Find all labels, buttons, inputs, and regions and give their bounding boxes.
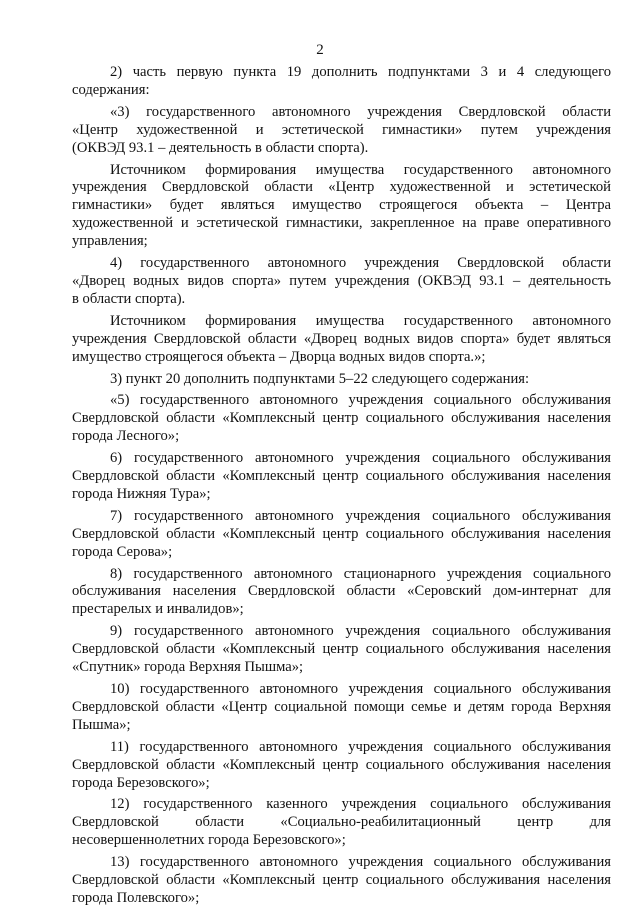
paragraph xyxy=(72,450,611,504)
paragraph xyxy=(72,64,611,100)
text-line: содержания: xyxy=(72,81,150,98)
text-line: художественной и эстетической гимнастики, закрепленное на праве оперативного xyxy=(72,215,611,232)
text-line: 4) государственного автономного учреждения Свердловской области xyxy=(110,255,611,272)
text-line: Свердловской области «Социально-реабилитационный центр для xyxy=(72,814,611,831)
text-line: 12) государственного казенного учреждения социального обслуживания xyxy=(110,796,611,813)
text-line: управления; xyxy=(72,233,148,250)
text-line: «Дворец водных видов спорта» путем учреждения (ОКВЭД 93.1 – деятельность xyxy=(72,272,611,289)
text-line: Свердловской области «Комплексный центр социального обслуживания населения xyxy=(72,872,611,889)
text-line: 13) государственного автономного учреждения социального обслуживания xyxy=(110,854,611,871)
text-line: «Центр художественной и эстетической гимнастики» путем учреждения xyxy=(72,121,611,138)
text-line: в области спорта). xyxy=(72,290,186,307)
text-line: обслуживания населения Свердловской области «Серовский дом-интернат для xyxy=(72,583,611,600)
text-line: 9) государственного автономного учреждения социального обслуживания xyxy=(110,623,611,640)
paragraph xyxy=(72,392,611,446)
text-line: 10) государственного автономного учреждения социального обслуживания xyxy=(110,681,611,697)
text-line: «5) государственного автономного учреждения социального обслуживания xyxy=(110,392,611,409)
text-line: Свердловской области «Комплексный центр социального обслуживания населения xyxy=(72,525,611,542)
text-line: 2) часть первую пункта 19 дополнить подпунктами 3 и 4 следующего xyxy=(110,64,611,80)
text-line: Источником формирования имущества государственного автономного xyxy=(110,312,611,329)
text-line: «Спутник» города Верхняя Пышма»; xyxy=(72,659,304,676)
text-line: Свердловской области «Комплексный центр социального обслуживания населения xyxy=(72,641,611,658)
text-line: Свердловской области «Комплексный центр социального обслуживания населения xyxy=(72,410,611,427)
paragraph xyxy=(72,162,611,252)
text-line: (ОКВЭД 93.1 – деятельность в области спорта). xyxy=(72,139,369,156)
text-line: учреждения Свердловской области «Центр художественной и эстетической xyxy=(72,179,611,196)
text-line: гимнастики» будет являться имущество строящегося объекта – Центра xyxy=(72,197,611,214)
paragraph xyxy=(72,854,611,908)
document-body xyxy=(72,64,611,908)
text-line: 7) государственного автономного учреждения социального обслуживания xyxy=(110,507,611,524)
text-line: несовершеннолетних города Березовского»; xyxy=(72,832,346,849)
paragraph xyxy=(72,371,611,389)
text-line: города Серова»; xyxy=(72,543,173,560)
text-line: престарелых и инвалидов»; xyxy=(72,601,244,618)
paragraph xyxy=(72,681,611,735)
text-line: города Березовского»; xyxy=(72,774,210,791)
text-line: «3) государственного автономного учреждения Свердловской области xyxy=(110,103,611,120)
text-line: 3) пункт 20 дополнить подпунктами 5–22 следующего содержания: xyxy=(110,370,530,387)
text-line: учреждения Свердловской области «Дворец водных видов спорта» будет являться xyxy=(72,330,611,347)
text-line: 6) государственного автономного учреждения социального обслуживания xyxy=(110,450,611,467)
paragraph xyxy=(72,508,611,562)
text-line: Свердловской области «Центр социальной помощи семье и детям города Верхняя xyxy=(72,698,611,715)
text-line: 8) государственного автономного стационарного учреждения социального xyxy=(110,565,611,582)
paragraph xyxy=(72,104,611,158)
paragraph xyxy=(72,566,611,620)
text-line: 11) государственного автономного учреждения социального обслуживания xyxy=(110,738,611,755)
text-line: города Нижняя Тура»; xyxy=(72,485,211,502)
text-line: Пышма»; xyxy=(72,716,131,733)
text-line: города Полевского»; xyxy=(72,889,200,906)
page-number: 2 xyxy=(316,42,324,58)
text-line: Свердловской области «Комплексный центр социального обслуживания населения xyxy=(72,756,611,773)
text-line: имущество строящегося объекта – Дворца водных видов спорта.»; xyxy=(72,348,486,365)
text-line: Источником формирования имущества государственного автономного xyxy=(110,161,611,178)
paragraph xyxy=(72,796,611,850)
text-line: города Лесного»; xyxy=(72,428,180,445)
paragraph xyxy=(72,313,611,367)
paragraph xyxy=(72,255,611,309)
paragraph xyxy=(72,739,611,793)
text-line: Свердловской области «Комплексный центр социального обслуживания населения xyxy=(72,468,611,485)
paragraph xyxy=(72,623,611,677)
